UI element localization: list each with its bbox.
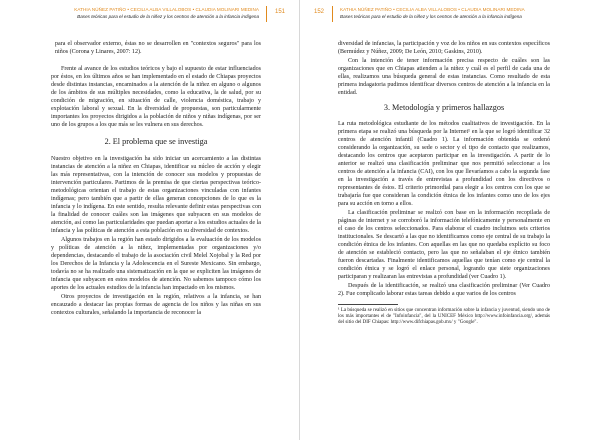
header-authors: KATHIA NÚÑEZ PATIÑO • CECILIA ALBA VILLALOBOS • CLAUDIA MOLINARI MEDINA — [340, 7, 525, 12]
running-header — [0, 7, 293, 27]
header-divider — [266, 6, 267, 22]
section-heading: 2. El problema que se investiga — [104, 137, 208, 146]
paragraph: diversidad de infancias, la participación y voz de los niños en sus contextos específicos (Bermúdez y Núñez, 2009; De León, 2010; Gaskins, 2010). — [338, 41, 550, 55]
header-title: Bases teóricas para el estudio de la niñez y los centros de atención a la infancia indígena — [77, 13, 259, 19]
quote-continuation: para el observador externo, éstas no se desarrollen en "contextos seguros" para los niños (Corona y Linares, 2007: 12). — [55, 41, 261, 55]
header-title: Bases teóricas para el estudio de la niñez y los centros de atención a la infancia indígena — [340, 13, 522, 19]
header-divider — [332, 6, 333, 22]
right-page — [300, 0, 600, 440]
page-body — [338, 40, 550, 328]
paragraph: Con la intención de tener información precisa respecto de cuáles son las organizaciones que en Chiapas atienden a la niñez y cuál es el perfil de cada una de ellas, realizamos una búsqueda general de estas instancias. Como resultado de esta primera indagatoria pudimos identificar diversos centros de atención a la infancia en la entidad. — [338, 58, 550, 96]
paragraph: La clasificación preliminar se realizó con base en la información recopilada de páginas de internet y se corroboró la información telefónicamente y personalmente en el caso de los centros seleccionados. Para elaborar el cuadro incluimos seis criterios institucionales. Se descartó a las que no identificamos como eje central de su trabajo la condición étnica de los infantes. Con aquellas en las que no quedaba explícito su foco de atención se estableció contacto, pero las que no señalaban el eje étnico también fueron descartadas. Finalmente identificamos aquellas que tenían como eje central la condición étnica y se logró el enlace personal, logrando que siete organizaciones participaran y realizaran las entrevistas a profundidad (ver Cuadro 1). — [338, 210, 550, 280]
header-authors: KATHIA NÚÑEZ PATIÑO • CECILIA ALBA VILLALOBOS • CLAUDIA MOLINARI MEDINA — [74, 7, 259, 12]
section-heading: 3. Metodología y primeros hallazgos — [383, 103, 505, 112]
paragraph: La ruta metodológica estudiante de los métodos cualitativos de investigación. En la primera etapa se realizó una búsqueda por la Internet¹ en la que se logró identificar 32 centros de atención infantil (Cuadro 1). La información obtenida se ordenó considerando la organización, su sede o sector y el tipo de contacto que realizamos, destacando los centros que aceptaron participar en la investigación. A partir de lo anterior se realizó una clasificación preliminar que nos permitió seleccionar a los centros de atención a la infancia (CAI), con los que llevaríamos a cabo la segunda fase en la investigación a través de entrevistas a profundidad con los directivos o representantes de éstos. El criterio primordial para elegir a los centros con los que se trabajaría fue que consideran la condición étnica de los infantes como uno de los ejes para su acción en torno a ellos. — [338, 121, 550, 207]
paragraph: Algunos trabajos en la región han estado dirigidos a la evaluación de los modelos y políticas de atención a la niñez, implementadas por organizaciones y/o dependencias, destacando el trabajo de la asociación civil Melel Xojobal y la Red por los Derechos de la Infancia y la Adolescencia en el Sureste Mexicano. Sin embargo, todavía no se ha realizado una sistematización en la que se expliciten las imágenes de infancia que subyacen en estos modelos de atención. No sabemos tampoco cómo los aportes de los actuales estudios de la infancia han impactado en los mismos. — [51, 237, 261, 291]
paragraph: Nuestro objetivo en la investigación ha sido iniciar un acercamiento a las distintas instancias de atención a la niñez en Chiapas, identificar su núcleo de acción y elegir las más representativas, con la intención de conocer sus modelos y propuestas de intervención particulares. Partimos de la premisa de que ciertas perspectivas teórico-metodológicas orientan el trabajo de estas organizaciones vinculadas con infantes indígenas; pero también que a partir de ellas generan concepciones de lo que es la infancia y lo indígena. En este sentido, resulta relevante definir estas perspectivas con la finalidad de conocer cuáles son las imágenes que subyacen en sus modelos de atención, así como las particularidades que puedan aportar a los estudios actuales de la infancia y las políticas de atención a esta población en su diversidad de contextos. — [51, 156, 261, 234]
paragraph: Frente al avance de los estudios teóricos y bajo el supuesto de estar influenciados por éstos, en los últimos años se han implementado en el estado de Chiapas proyectos desde distintas instancias, encaminados a la atención de la niñez en alguno o algunos de los ámbitos de sus múltiples necesidades, como la educativa, la de salud, por su condición de migración, en situación de calle, violencia doméstica, trabajo y explotación laboral y sexual. En la diversidad de propuestas, son particularmente importantes los proyectos dirigidos a la población de niños y niñas indígenas, por ser uno de los grupos a los que más se les vulnera en sus derechos. — [51, 66, 261, 128]
page-number: 151 — [274, 9, 285, 15]
footnote-divider — [338, 304, 398, 305]
footnote: ¹ La búsqueda se realizó en sitios que concentran información sobre la infancia y juventud, siendo uno de los más importantes el de "Infoinfancia", del la UNICEF México http://www.infoinfancia.org/, además del sitio del DIF Chiapas: http://www.difchiapas.gob.mx/ y "Google". — [338, 308, 550, 326]
running-header — [306, 7, 600, 27]
paragraph: Otros proyectos de investigación en la región, relativos a la infancia, se han encauzado a destacar las propias formas de agencia de los niños y las niñas en sus contextos culturales, señalando la importancia de reconocer la — [51, 294, 261, 316]
page-body — [51, 40, 261, 318]
page-number: 152 — [314, 9, 325, 15]
paragraph: Después de la identificación, se realizó una clasificación preliminar (Ver Cuadro 2). Fue complicado laborar estas tareas debido a que varios de los centros — [338, 283, 550, 297]
